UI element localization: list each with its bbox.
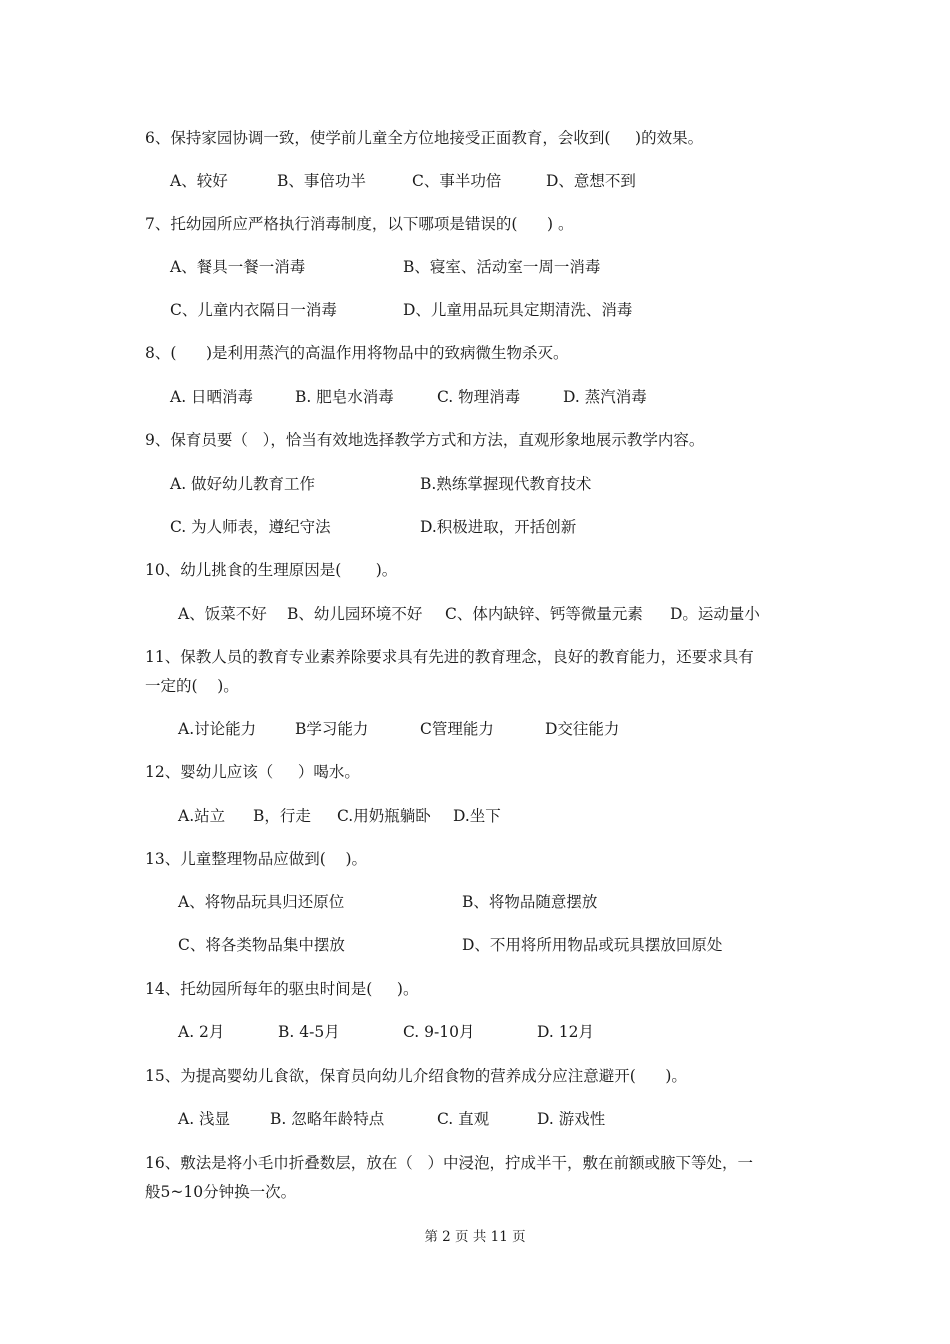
question-10-option-b: B、幼儿园环境不好 (287, 605, 423, 623)
question-9-stem: 9、保育员要（ ），恰当有效地选择教学方式和方法，直观形象地展示教学内容。 (145, 431, 705, 449)
question-9-option-d: D.积极进取，开括创新 (420, 518, 577, 536)
question-14-option-a: A. 2月 (178, 1023, 225, 1041)
question-11-stem-line-1: 11、保教人员的教育专业素养除要求具有先进的教育理念，良好的教育能力，还要求具有 (145, 648, 754, 666)
question-12-option-c: C.用奶瓶躺卧 (337, 807, 431, 825)
question-6-option-c: C、事半功倍 (412, 172, 502, 190)
question-11-option-d: D交往能力 (545, 720, 620, 738)
question-6-stem: 6、保持家园协调一致，使学前儿童全方位地接受正面教育，会收到( )的效果。 (145, 129, 704, 147)
question-11-option-a: A.讨论能力 (178, 720, 257, 738)
question-15-stem: 15、为提高婴幼儿食欲，保育员向幼儿介绍食物的营养成分应注意避开( )。 (145, 1067, 687, 1085)
question-9-option-c: C. 为人师表，遵纪守法 (170, 518, 331, 536)
question-10-stem: 10、幼儿挑食的生理原因是( )。 (145, 561, 398, 579)
question-9-option-b: B.熟练掌握现代教育技术 (420, 475, 592, 493)
question-15-option-d: D. 游戏性 (537, 1110, 606, 1128)
question-13-option-a: A、将物品玩具归还原位 (178, 893, 345, 911)
question-7-stem: 7、托幼园所应严格执行消毒制度，以下哪项是错误的( ) 。 (145, 215, 574, 233)
question-15-option-a: A. 浅显 (178, 1110, 231, 1128)
question-8-option-a: A. 日晒消毒 (170, 388, 254, 406)
question-12-option-d: D.坐下 (453, 807, 501, 825)
page-number-footer: 第 2 页 共 11 页 (424, 1229, 526, 1245)
question-14-stem: 14、托幼园所每年的驱虫时间是( )。 (145, 980, 419, 998)
question-11-option-c: C管理能力 (420, 720, 494, 738)
question-7-option-c: C、儿童内衣隔日一消毒 (170, 301, 337, 319)
question-7-option-b: B、寝室、活动室一周一消毒 (403, 258, 601, 276)
question-10-option-c: C、体内缺锌、钙等微量元素 (445, 605, 643, 623)
question-6-option-b: B、事倍功半 (277, 172, 366, 190)
question-11-option-b: B学习能力 (295, 720, 369, 738)
question-13-option-d: D、不用将所用物品或玩具摆放回原处 (462, 936, 723, 954)
question-12-option-a: A.站立 (178, 807, 226, 825)
question-6-option-a: A、较好 (170, 172, 228, 190)
question-13-stem: 13、儿童整理物品应做到( )。 (145, 850, 368, 868)
question-8-stem: 8、( )是利用蒸汽的高温作用将物品中的致病微生物杀灭。 (145, 344, 569, 362)
question-8-option-d: D. 蒸汽消毒 (563, 388, 647, 406)
question-12-option-b: B，行走 (253, 807, 311, 825)
question-14-option-c: C. 9-10月 (403, 1023, 475, 1041)
question-15-option-b: B. 忽略年龄特点 (270, 1110, 385, 1128)
question-8-option-b: B. 肥皂水消毒 (295, 388, 394, 406)
question-14-option-d: D. 12月 (537, 1023, 594, 1041)
question-14-option-b: B. 4-5月 (278, 1023, 340, 1041)
question-6-option-d: D、意想不到 (546, 172, 636, 190)
question-8-option-c: C. 物理消毒 (437, 388, 521, 406)
question-7-option-a: A、餐具一餐一消毒 (170, 258, 306, 276)
question-10-option-a: A、饭菜不好 (178, 605, 267, 623)
question-15-option-c: C. 直观 (437, 1110, 490, 1128)
question-12-stem: 12、婴幼儿应该（ ）喝水。 (145, 763, 360, 781)
question-16-stem-line-1: 16、敷法是将小毛巾折叠数层，放在（ ）中浸泡，拧成半干，敷在前额或腋下等处，一 (145, 1154, 754, 1172)
question-13-option-c: C、将各类物品集中摆放 (178, 936, 345, 954)
question-16-stem-line-2: 般5~10分钟换一次。 (145, 1183, 297, 1201)
question-10-option-d: D。运动量小 (670, 605, 760, 623)
question-9-option-a: A. 做好幼儿教育工作 (170, 475, 316, 493)
question-11-stem-line-2: 一定的( )。 (145, 677, 239, 695)
question-7-option-d: D、儿童用品玩具定期清洗、消毒 (403, 301, 633, 319)
question-13-option-b: B、将物品随意摆放 (462, 893, 598, 911)
